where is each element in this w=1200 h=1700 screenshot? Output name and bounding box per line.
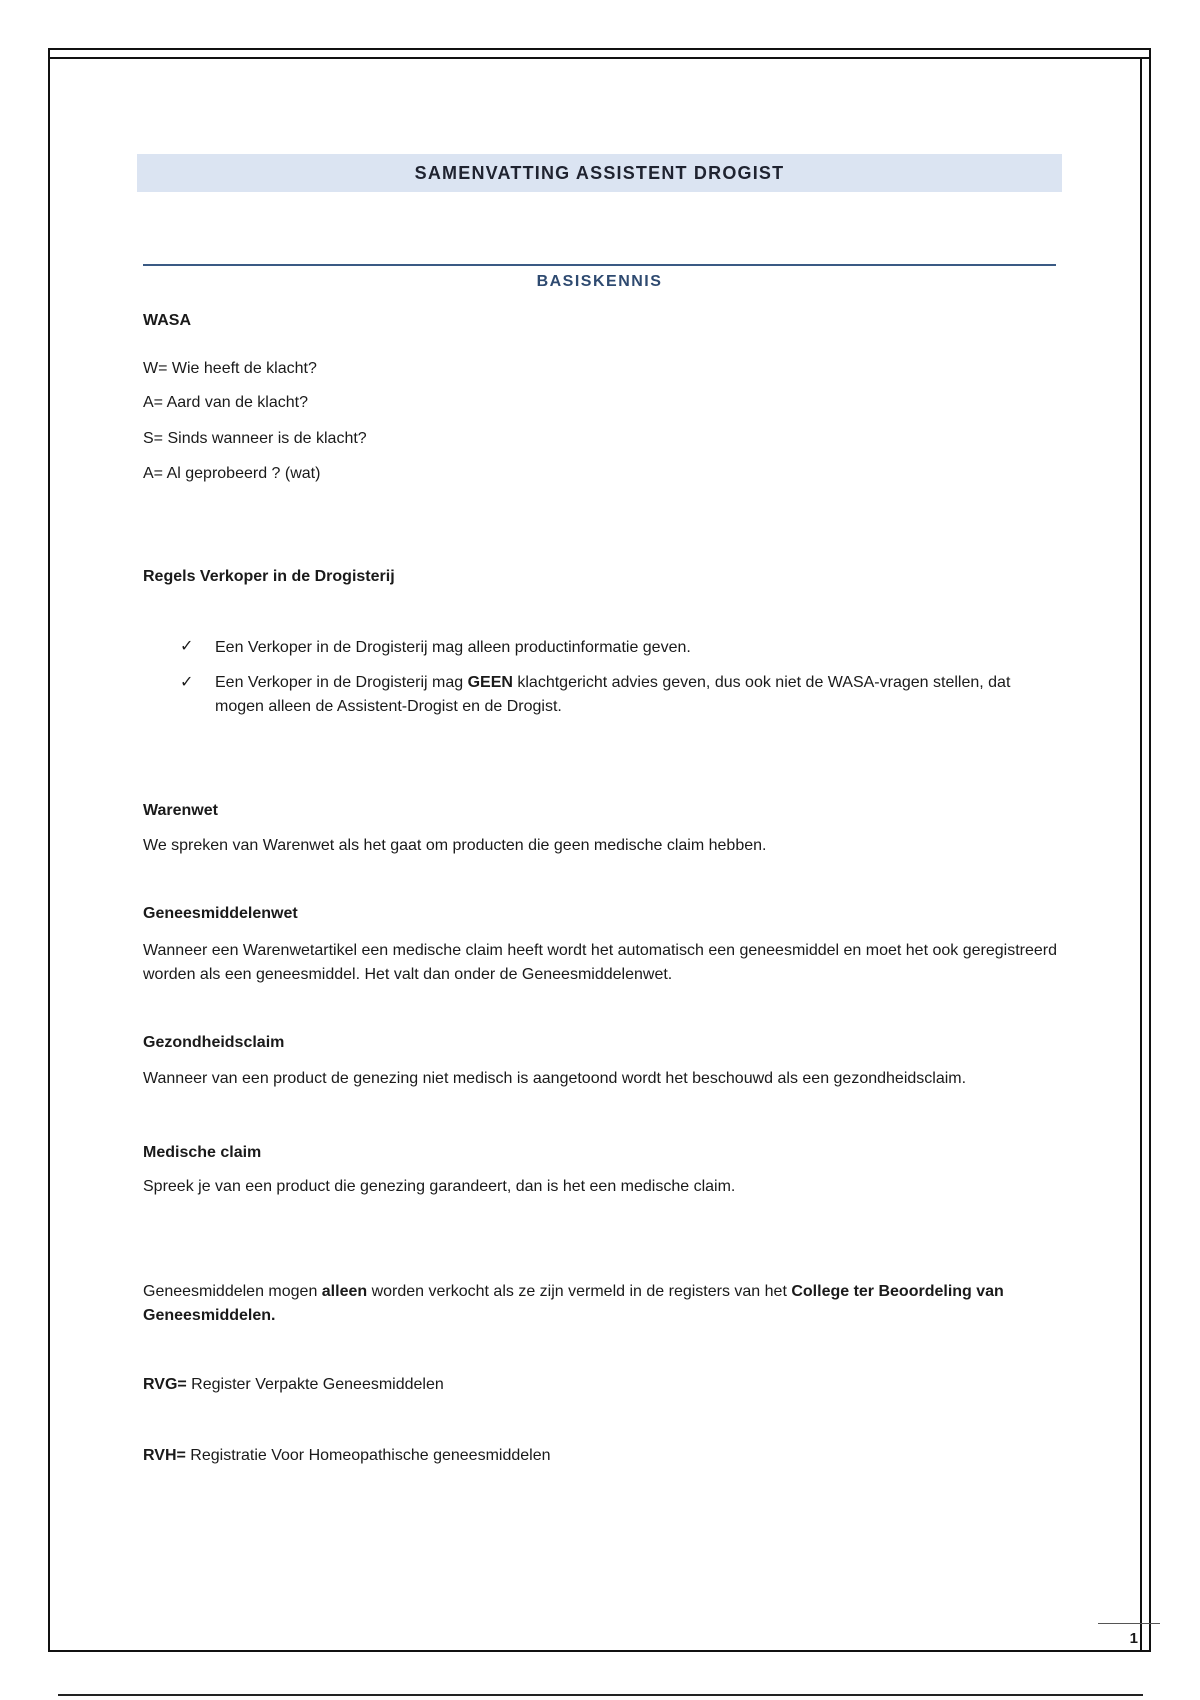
- wasa-item: S= Sinds wanneer is de klacht?: [143, 430, 367, 447]
- geneesmiddelenwet-heading: Geneesmiddelenwet: [143, 905, 298, 922]
- page-number: 1: [1129, 1630, 1138, 1647]
- verkoop-text: Geneesmiddelen mogen alleen worden verkocht als ze zijn vermeld in de registers van het College ter Beoordeling van Geneesmiddelen.: [143, 1283, 1004, 1324]
- rvh-definition: RVH= Registratie Voor Homeopathische geneesmiddelen: [143, 1447, 551, 1464]
- medische-claim-text: Spreek je van een product die genezing garandeert, dan is het een medische claim.: [143, 1178, 736, 1195]
- regels-bullet: Een Verkoper in de Drogisterij mag alleen productinformatie geven.: [215, 639, 691, 656]
- wasa-item: W= Wie heeft de klacht?: [143, 360, 317, 377]
- warenwet-heading: Warenwet: [143, 802, 218, 819]
- regels-heading: Regels Verkoper in de Drogisterij: [143, 568, 395, 585]
- medische-claim-heading: Medische claim: [143, 1144, 262, 1161]
- bottom-divider: [58, 1694, 1143, 1696]
- section-title: BASISKENNIS: [536, 273, 663, 290]
- gezondheidsclaim-heading: Gezondheidsclaim: [143, 1034, 285, 1051]
- gezondheidsclaim-text: Wanneer van een product de genezing niet medisch is aangetoond wordt het beschouwd als een gezondheidsclaim.: [143, 1070, 967, 1087]
- wasa-heading: WASA: [143, 312, 191, 329]
- page-number-rule: [1098, 1623, 1160, 1624]
- warenwet-text: We spreken van Warenwet als het gaat om producten die geen medische claim hebben.: [143, 837, 767, 854]
- checkmark-icon: ✓: [180, 674, 194, 691]
- checkmark-icon: ✓: [180, 638, 194, 655]
- page-border-inner-right: [1140, 57, 1142, 1651]
- page-border-inner-top: [48, 57, 1151, 59]
- wasa-item: A= Al geprobeerd ? (wat): [143, 465, 321, 482]
- section-divider: [143, 264, 1056, 266]
- rvg-definition: RVG= Register Verpakte Geneesmiddelen: [143, 1376, 444, 1393]
- document-title: SAMENVATTING ASSISTENT DROGIST: [137, 154, 1062, 192]
- regels-bullet: Een Verkoper in de Drogisterij mag GEEN klachtgericht advies geven, dus ook niet de WASA-vragen stellen, dat mogen alleen de Assistent-Drogist en de Drogist.: [215, 674, 1011, 715]
- wasa-item: A= Aard van de klacht?: [143, 394, 308, 411]
- geneesmiddelenwet-text: Wanneer een Warenwetartikel een medische claim heeft wordt het automatisch een geneesmiddel en moet het ook geregistreerd worden als een geneesmiddel. Het valt dan onder de Geneesmiddelenwet.: [143, 942, 1057, 983]
